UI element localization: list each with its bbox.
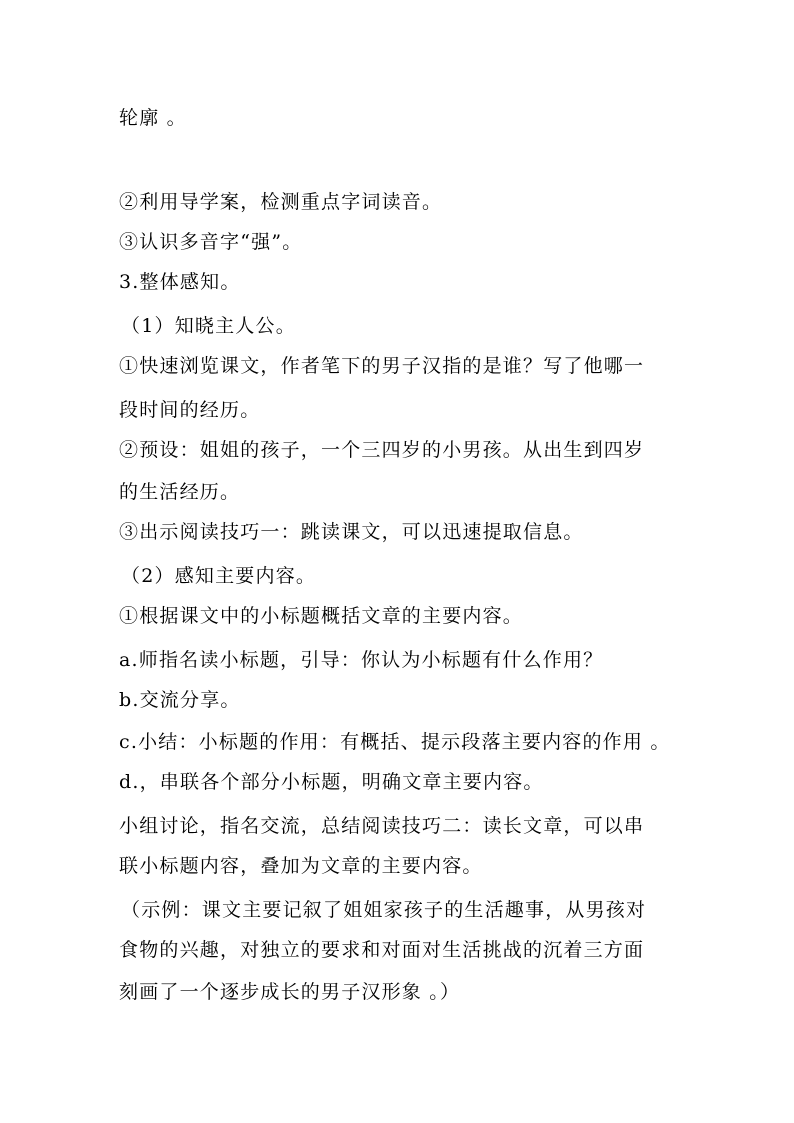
text-line-15: c.小结：小标题的作用：有概括、提示段落主要内容的作用 。: [119, 731, 671, 753]
text-line-2: ②利用导学案，检测重点字词读音。: [119, 191, 443, 213]
text-line-4: 3.整体感知。: [119, 271, 241, 293]
text-line-3: ③认识多音字“强”。: [119, 231, 303, 253]
text-line-13: a.师指名读小标题，引导：你认为小标题有什么作用？: [119, 649, 604, 671]
text-line-12: ①根据课文中的小标题概括文章的主要内容。: [119, 605, 524, 627]
text-line-19: （示例：课文主要记叙了姐姐家孩子的生活趣事，从男孩对: [121, 899, 647, 921]
text-line-9: 的生活经历。: [119, 481, 241, 503]
text-line-6: ①快速浏览课文，作者笔下的男子汉指的是谁？写了他哪一: [119, 355, 645, 377]
text-line-16: d.，串联各个部分小标题，明确文章主要内容。: [119, 771, 544, 793]
text-line-1: 轮廓 。: [119, 107, 187, 129]
text-line-8: ②预设：姐姐的孩子，一个三四岁的小男孩。从出生到四岁: [119, 439, 645, 461]
text-line-11: （2）感知主要内容。: [121, 565, 317, 587]
text-line-5: （1）知晓主人公。: [121, 315, 296, 337]
text-line-10: ③出示阅读技巧一：跳读课文，可以迅速提取信息。: [119, 521, 584, 543]
text-line-20: 食物的兴趣，对独立的要求和对面对生活挑战的沉着三方面: [119, 939, 645, 961]
text-line-17: 小组讨论，指名交流，总结阅读技巧二：读长文章，可以串: [119, 815, 645, 837]
text-line-21: 刻画了一个逐步成长的男子汉形象 。）: [119, 981, 461, 1003]
text-line-18: 联小标题内容，叠加为文章的主要内容。: [119, 855, 483, 877]
text-line-7: 段时间的经历。: [119, 399, 261, 421]
text-line-14: b.交流分享。: [119, 689, 241, 711]
